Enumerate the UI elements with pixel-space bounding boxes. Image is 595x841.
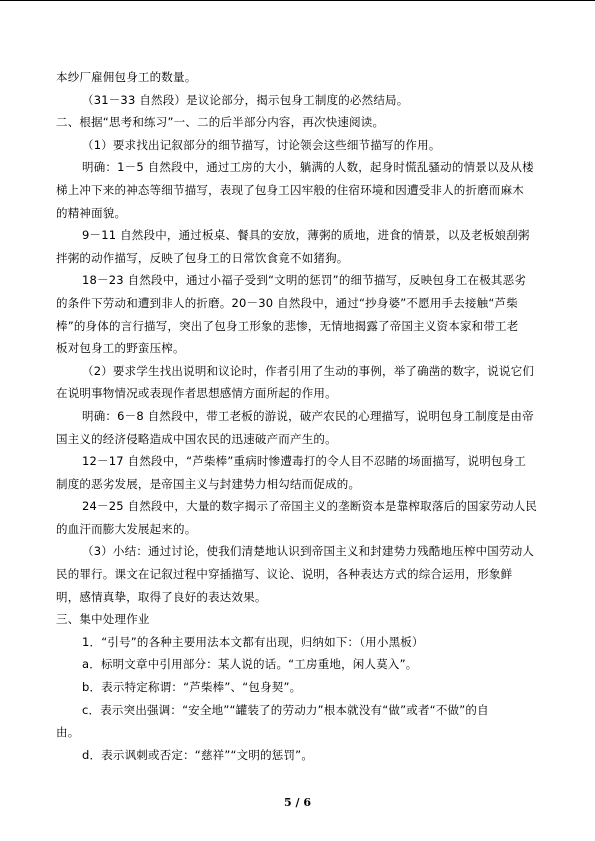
text-line: 的条件下劳动和遭到非人的折磨。20－30 自然段中，通过“抄身婆”不愿用手去接触“芦柴	[56, 295, 518, 310]
document-body	[56, 66, 543, 766]
text-line: 拌粥的动作描写，反映了包身工的日常饮食竟不如猪狗。	[56, 250, 349, 265]
text-line: 明确：6－8 自然段中，带工老板的游说，破产农民的心理描写，说明包身工制度是由帝	[82, 408, 534, 423]
text-line: 二、根据“思考和练习”一、二的后半部分内容，再次快速阅读。	[56, 115, 385, 130]
text-line: 明，感情真挚，取得了良好的表达效果。	[56, 589, 267, 604]
text-line: 民的罪行。课文在记叙过程中穿插描写、议论、说明，各种表达方式的综合运用，形象鲜	[56, 567, 513, 582]
text-line: （1）要求找出记叙部分的细节描写，讨论领会这些细节描写的作用。	[82, 137, 441, 152]
text-line: （31－33 自然段）是议论部分，揭示包身工制度的必然结局。	[82, 92, 409, 107]
text-line: 的血汗而膨大发展起来的。	[56, 521, 197, 536]
header-rule	[0, 0, 595, 1]
text-line: 由。	[56, 725, 80, 740]
text-line: 梯上冲下来的神态等细节描写，表现了包身工囚牢般的住宿环境和因遭受非人的折磨而麻木	[56, 182, 524, 197]
text-line: 1．“引号”的各种主要用法本文都有出现，归纳如下：（用小黑板）	[82, 634, 424, 649]
text-line: （2）要求学生找出说明和议论时，作者引用了生动的事例，举了确凿的数字，说说它们	[82, 363, 535, 378]
text-line: 国主义的经济侵略造成中国农民的迅速破产而产生的。	[56, 431, 337, 446]
text-line: 三、集中处理作业	[56, 612, 150, 627]
text-line: 18－23 自然段中，通过小福子受到“文明的惩罚”的细节描写，反映包身工在极其恶劣	[82, 273, 527, 288]
text-line: 制度的恶劣发展，是帝国主义与封建势力相勾结而促成的。	[56, 476, 361, 491]
text-line: c．表示突出强调：“安全地”“罐装了的劳动力”根本就没有“做”或者“不做”的自	[82, 702, 489, 717]
text-line: （3）小结：通过讨论，使我们清楚地认识到帝国主义和封建势力残酷地压榨中国劳动人	[82, 544, 535, 559]
text-line: 9－11 自然段中，通过板桌、餐具的安放，薄粥的质地，进食的情景，以及老板娘刮粥	[82, 228, 530, 243]
page-number: 5 / 6	[284, 796, 311, 809]
text-line: 在说明事物情况或表现作者思想感情方面所起的作用。	[56, 386, 337, 401]
text-line: 24－25 自然段中，大量的数字揭示了帝国主义的垄断资本是靠榨取落后的国家劳动人民	[82, 499, 538, 514]
text-line: 棒”的身体的言行描写，突出了包身工形象的悲惨，无情地揭露了帝国主义资本家和带工老	[56, 318, 519, 333]
text-line: a．标明文章中引用部分：某人说的话。“工房重地，闲人莫入”。	[82, 657, 418, 672]
text-line: 的精神面貌。	[56, 205, 127, 220]
text-line: 12－17 自然段中，“芦柴棒”重病时惨遭毒打的令人目不忍睹的场面描写，说明包身工	[82, 454, 527, 469]
text-line: d．表示讽刺或否定：“慈祥”“文明的惩罚”。	[82, 747, 314, 762]
text-line: 板对包身工的野蛮压榨。	[56, 341, 185, 356]
text-line: 本纱厂雇佣包身工的数量。	[56, 70, 197, 84]
text-line: b．表示特定称谓：“芦柴棒”、“包身契”。	[82, 680, 302, 695]
text-line: 明确：1－5 自然段中，通过工房的大小，躺满的人数，起身时慌乱骚动的情景以及从楼	[82, 160, 534, 175]
